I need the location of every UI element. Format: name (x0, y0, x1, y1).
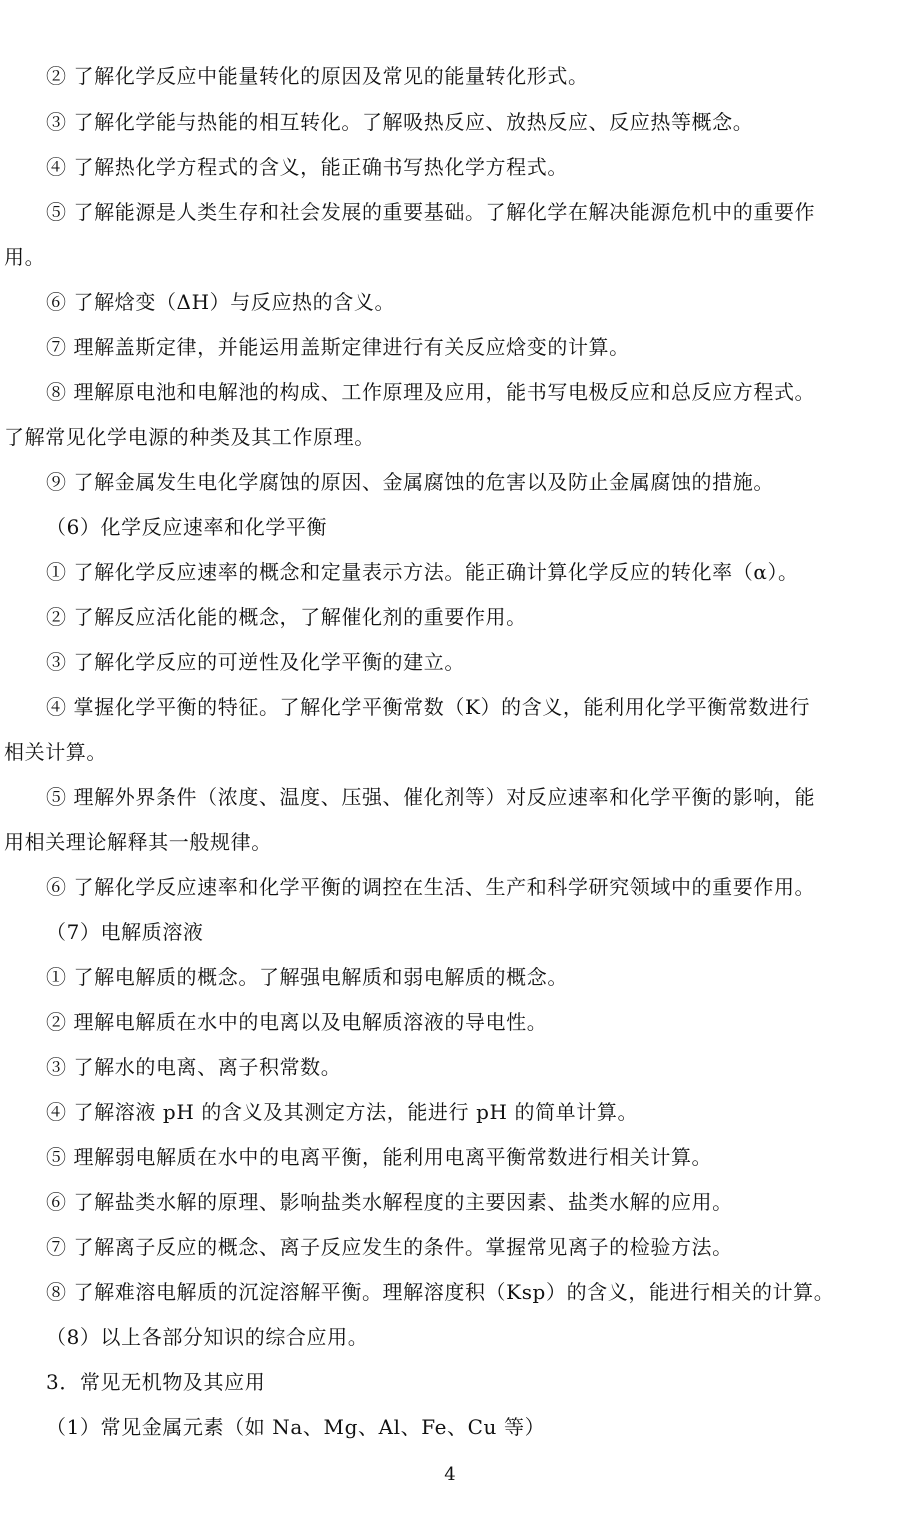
section-heading: 3．常见无机物及其应用 (46, 1370, 266, 1394)
text-line: ① 了解电解质的概念。了解强电解质和弱电解质的概念。 (46, 965, 568, 989)
page-number: 4 (444, 1464, 456, 1485)
text-line: 相关计算。 (4, 740, 107, 764)
text-line: 了解常见化学电源的种类及其工作原理。 (4, 425, 375, 449)
text-line: ⑥ 了解化学反应速率和化学平衡的调控在生活、生产和科学研究领域中的重要作用。 (46, 875, 816, 899)
text-line: ⑧ 理解原电池和电解池的构成、工作原理及应用，能书写电极反应和总反应方程式。 (46, 380, 816, 404)
text-line: ⑤ 了解能源是人类生存和社会发展的重要基础。了解化学在解决能源危机中的重要作 (46, 200, 816, 224)
text-line: ⑤ 理解弱电解质在水中的电离平衡，能利用电离平衡常数进行相关计算。 (46, 1145, 713, 1169)
text-line: ⑧ 了解难溶电解质的沉淀溶解平衡。理解溶度积（Ksp）的含义，能进行相关的计算。 (46, 1280, 835, 1304)
text-line: ③ 了解化学反应的可逆性及化学平衡的建立。 (46, 650, 465, 674)
text-line: ① 了解化学反应速率的概念和定量表示方法。能正确计算化学反应的转化率（α）。 (46, 560, 799, 584)
text-line: ⑨ 了解金属发生电化学腐蚀的原因、金属腐蚀的危害以及防止金属腐蚀的措施。 (46, 470, 774, 494)
text-line: ③ 了解化学能与热能的相互转化。了解吸热反应、放热反应、反应热等概念。 (46, 110, 754, 134)
text-line: ④ 了解热化学方程式的含义，能正确书写热化学方程式。 (46, 155, 568, 179)
text-line: ④ 掌握化学平衡的特征。了解化学平衡常数（K）的含义，能利用化学平衡常数进行 (46, 695, 811, 719)
text-line: ③ 了解水的电离、离子积常数。 (46, 1055, 342, 1079)
text-line: 用。 (4, 245, 46, 269)
text-line: ⑦ 理解盖斯定律，并能运用盖斯定律进行有关反应焓变的计算。 (46, 335, 630, 359)
text-line: ⑤ 理解外界条件（浓度、温度、压强、催化剂等）对反应速率和化学平衡的影响，能 (46, 785, 816, 809)
text-line: ⑦ 了解离子反应的概念、离子反应发生的条件。掌握常见离子的检验方法。 (46, 1235, 733, 1259)
text-line: ⑥ 了解焓变（ΔH）与反应热的含义。 (46, 290, 396, 314)
text-line: ② 了解反应活化能的概念，了解催化剂的重要作用。 (46, 605, 527, 629)
text-line: ② 了解化学反应中能量转化的原因及常见的能量转化形式。 (46, 64, 589, 88)
section-heading: （7）电解质溶液 (46, 920, 204, 944)
section-heading: （8）以上各部分知识的综合应用。 (46, 1325, 369, 1349)
section-heading: （1）常见金属元素（如 Na、Mg、Al、Fe、Cu 等） (46, 1415, 546, 1439)
text-line: ④ 了解溶液 pH 的含义及其测定方法，能进行 pH 的简单计算。 (46, 1100, 639, 1124)
text-line: 用相关理论解释其一般规律。 (4, 830, 272, 854)
section-heading: （6）化学反应速率和化学平衡 (46, 515, 328, 539)
text-line: ② 理解电解质在水中的电离以及电解质溶液的导电性。 (46, 1010, 548, 1034)
text-line: ⑥ 了解盐类水解的原理、影响盐类水解程度的主要因素、盐类水解的应用。 (46, 1190, 733, 1214)
